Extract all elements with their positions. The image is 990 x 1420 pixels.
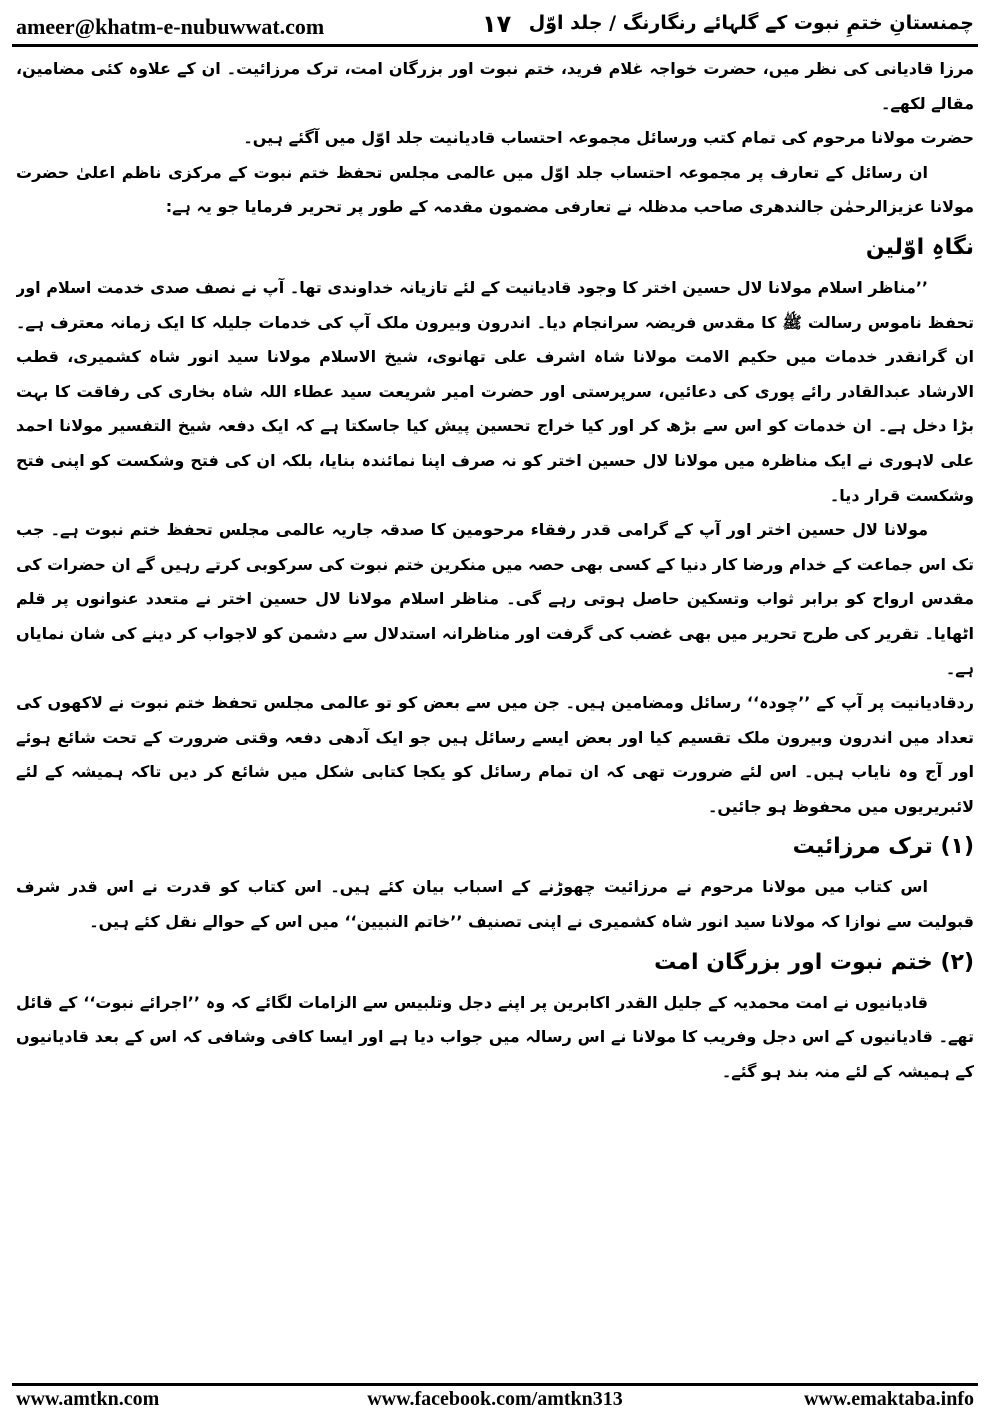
heading-khatm-e-nubuwwat-buzurgan: (۲) ختم نبوت اور بزرگان امت [654,949,974,975]
paragraph-8: قادیانیوں نے امت محمدیہ کے جلیل القدر اکابرین پر اپنے دجل وتلبیس سے الزامات لگائے کہ وہ ’’اجرائے نبوت‘‘ کے قائل تھے۔ قادیانیوں کے اس دجل وفریب کا مولانا نے اس رسالہ میں جواب دیا ہے اور ایسا کافی وشافی کہ اس کے بعد قادیانیوں کے ہمیشہ کے لئے منہ بند ہو گئے۔ [16,992,974,1081]
paragraph-1: مرزا قادیانی کی نظر میں، حضرت خواجہ غلام فرید، ختم نبوت اور بزرگان امت، ترک مرزائیت۔ ان کے علاوہ کئی مضامین، مقالے لکھے۔ [16,59,974,113]
paragraph-5: مولانا لال حسین اختر اور آپ کے گرامی قدر رفقاء مرحومین کا صدقہ جاریہ عالمی مجلس تحفظ ختم نبوت ہے۔ جب تک اس جماعت کے خدام ورضا کار دنیا کے کسی بھی حصہ میں منکرین ختم نبوت کی سرکوبی کرتے رہیں گے ان حضرات کی مقدس ارواح کو برابر ثواب وتسکین حاصل ہوتی رہے گی۔ مناظر اسلام مولانا لال حسین اختر نے متعدد عنوانوں پر قلم اٹھایا۔ تقریر کی طرح تحریر میں بھی غضب کی گرفت اور مناظرانہ استدلال سے دشمن کو لاجواب کر دینے کی شان نمایاں ہے۔ [16,520,974,678]
heading-nigah-e-awwaleen: نگاہِ اوّلین [865,234,974,260]
header-divider [12,44,978,47]
book-title: چمنستانِ ختمِ نبوت کے گلہائے رنگارنگ / جلد اوّل [528,12,974,34]
page-number: ۱۷ [482,10,512,38]
page-header [12,8,978,44]
paragraph-7: اس کتاب میں مولانا مرحوم نے مرزائیت چھوڑنے کے اسباب بیان کئے ہیں۔ اس کتاب کو قدرت نے اس قدر شرف قبولیت سے نوازا کہ مولانا سید انور شاہ کشمیری نے اپنی تصنیف ’’خاتم النبیین‘‘ میں اس کے حوالے نقل کئے ہیں۔ [16,877,974,932]
paragraph-3: ان رسائل کے تعارف پر مجموعہ احتساب جلد اوّل میں عالمی مجلس تحفظ ختم نبوت کے مرکزی ناظم اعلیٰ حضرت مولانا عزیزالرحمٰن جالندھری صاحب مدظلہ نے تعارفی مضمون مقدمہ کے طور پر تحریر فرمایا جو یہ ہے: [16,162,974,217]
footer-link-facebook[interactable]: www.facebook.com/amtkn313 [367,1388,623,1410]
main-text [16,52,974,1376]
paragraph-6: ردقادیانیت پر آپ کے ’’چودہ‘‘ رسائل ومضامین ہیں۔ جن میں سے بعض کو تو عالمی مجلس تحفظ ختم نبوت نے لاکھوں کی تعداد میں اندرون وبیرون ملک تقسیم کیا اور بعض ایسے رسائل ہیں جو ایک آدھی دفعہ وقتی ضرورت کے تحت شائع ہوئے اور آج وہ نایاب ہیں۔ اس لئے ضرورت تھی کہ ان تمام رسائل کو یکجا کتابی شکل میں شائع کر دیں تاکہ ہمیشہ کے لئے لائبریریوں میں محفوظ ہو جائیں۔ [16,693,974,816]
page-footer [12,1388,978,1418]
paragraph-2: حضرت مولانا مرحوم کی تمام کتب ورسائل مجموعہ احتساب قادیانیت جلد اوّل میں آگئے ہیں۔ [243,128,974,148]
footer-link-amtkn[interactable]: www.amtkn.com [16,1388,160,1410]
paragraph-4: ’’مناظر اسلام مولانا لال حسین اختر کا وجود قادیانیت کے لئے تازیانہ خداوندی تھا۔ آپ نے نصف صدی خدمت اسلام اور تحفظ ناموس رسالت ﷺ کا مقدس فریضہ سرانجام دیا۔ اندرون وبیرون ملک آپ کی خدمات جلیلہ کا ایک زمانہ معترف ہے۔ ان گرانقدر خدمات میں حکیم الامت مولانا شاہ اشرف علی تھانوی، شیخ الاسلام مولانا سید انور شاہ کشمیری، قطب الارشاد عبدالقادر رائے پوری کی دعائیں، سرپرستی اور حضرت امیر شریعت سید عطاء اللہ شاہ بخاری کی رفاقت کا بہت بڑا دخل ہے۔ ان خدمات کو اس سے بڑھ کر اور کیا خراج تحسین پیش کیا جاسکتا ہے کہ ایک دفعہ شیخ التفسیر مولانا احمد علی لاہوری نے ایک مناظرہ میں مولانا لال حسین اختر کو نہ صرف اپنا نمائندہ بنایا، بلکہ ان کی فتح وشکست کو اپنی فتح وشکست قرار دیا۔ [16,277,974,505]
heading-tark-e-mirzaiyat: (۱) ترک مرزائیت [792,834,974,860]
header-email[interactable]: ameer@khatm-e-nubuwwat.com [16,14,325,39]
footer-divider [12,1383,978,1386]
footer-link-emaktaba[interactable]: www.emaktaba.info [803,1388,974,1410]
